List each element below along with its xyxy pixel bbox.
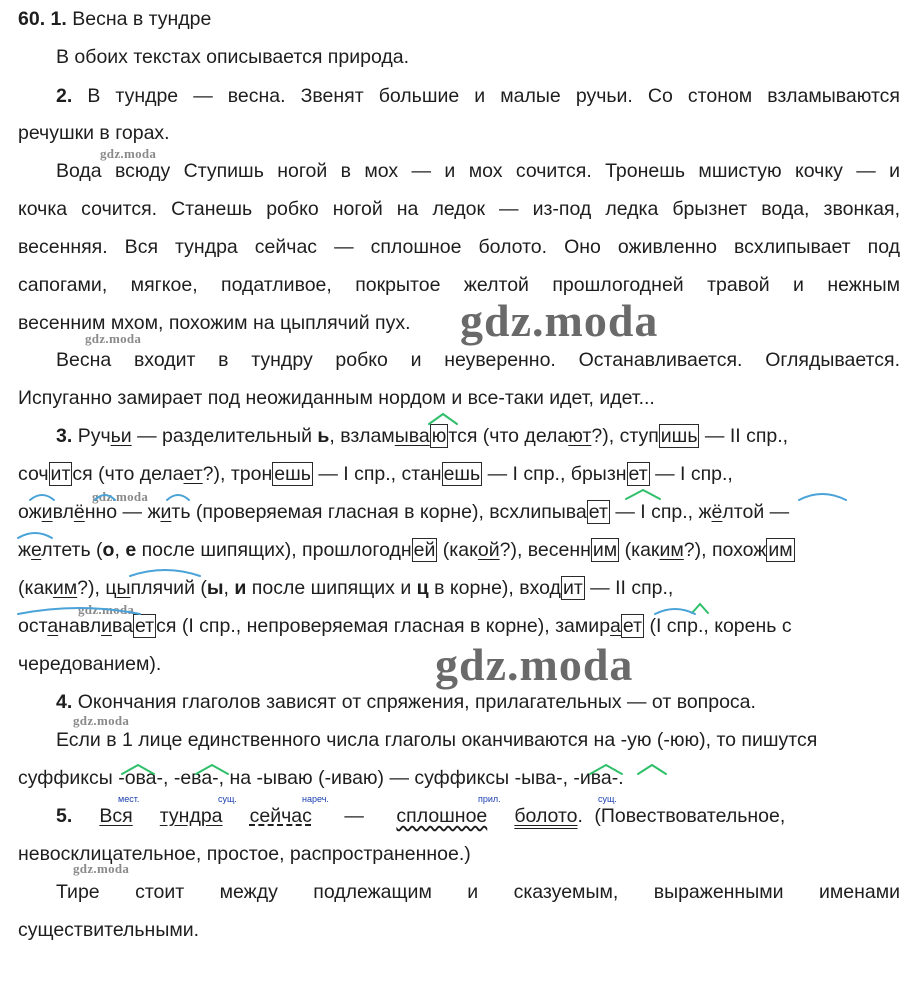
section-3-line-7: чередованием). <box>18 653 162 675</box>
ending-box: ешь <box>274 463 311 485</box>
watermark-small: gdz.moda <box>78 602 135 617</box>
section-2-line-9: Испуганно замирает под неожиданным нордом и все-таки идет, идет... <box>18 387 655 409</box>
text-span: ?), ступ <box>591 425 659 447</box>
section-1-heading <box>18 7 900 31</box>
text-span: и <box>234 577 247 599</box>
section-2-line-1 <box>56 84 900 108</box>
section-2-line-5: весенняя. Вся тундра сейчас — сплошное болото. Оно оживленно всхлипывает под <box>18 236 900 258</box>
section-3-line-6 <box>18 614 900 638</box>
text-span: им <box>659 539 684 561</box>
section-3-line-2 <box>18 462 900 486</box>
ending-box: ишь <box>660 425 698 447</box>
text-span: ть (проверяемая гласная в корне), всхлипыва <box>171 501 587 523</box>
ending-box: ет <box>588 501 608 523</box>
text-span: навл <box>58 615 102 637</box>
attribute-word: сплошное <box>396 805 488 827</box>
section-3-line-1 <box>56 424 900 448</box>
watermark-small: gdz.moda <box>73 713 130 728</box>
ending-box: ю <box>431 425 447 447</box>
text-span: ва <box>111 615 133 637</box>
text-span: ц <box>416 577 429 599</box>
text-span: а <box>47 615 59 637</box>
pos-tag: нареч. <box>302 794 329 804</box>
ending-box: ешь <box>443 463 481 485</box>
text-span: е <box>125 539 137 561</box>
section-3-line-5 <box>18 576 900 600</box>
pos-tag: прил. <box>478 794 501 804</box>
watermark-small: gdz.moda <box>73 861 130 876</box>
text-span: лтеть ( <box>41 539 103 561</box>
suffix-mark <box>692 604 708 613</box>
item-number: 3. <box>56 425 73 447</box>
text-span: и <box>101 615 112 637</box>
text-span: лтой — <box>722 501 790 523</box>
ending-box: им <box>592 539 618 561</box>
text-span: нно — ж <box>84 501 161 523</box>
text-span: плячий ( <box>130 577 207 599</box>
text-span: (как <box>437 539 478 561</box>
item-number: 2. <box>56 85 73 107</box>
predicate-word: болото <box>514 805 578 827</box>
section-5-line-2: невосклицательное, простое, распространенное.) <box>18 843 471 865</box>
section-4-line-3: суффиксы -ова-, -ева-, на -ываю (-иваю) — суффиксы -ыва-, -ива-. <box>18 767 624 789</box>
text-span: им <box>52 577 78 599</box>
text-span: ы <box>116 577 131 599</box>
text-span: вл <box>52 501 74 523</box>
text-span: (что дела <box>477 425 569 447</box>
text-span: ет <box>183 463 203 485</box>
section-4-line-2: Если в 1 лице единственного числа глаголы оканчиваются на -ую (-юю), то пишутся <box>56 729 818 751</box>
task-number: 60. <box>18 8 46 30</box>
subject-word: тундра <box>159 805 223 827</box>
ending-box: ет <box>622 615 643 637</box>
text-span: — I спр., брызн <box>482 463 627 485</box>
text-span: ост <box>18 615 48 637</box>
watermark-big: gdz.moda <box>460 295 659 346</box>
text-span: ?), трон <box>202 463 273 485</box>
text-span: ё <box>711 501 723 523</box>
pos-tag: мест. <box>118 794 140 804</box>
text-span: тся <box>448 425 478 447</box>
text-span: ?), весенн <box>499 539 591 561</box>
section-3-line-3 <box>18 500 900 524</box>
section-5-line-4: существительными. <box>18 919 200 941</box>
section-2-line-6: сапогами, мягкое, податливое, покрытое желтой прошлогодней травой и нежным <box>18 274 900 296</box>
section-2-line-4: кочка сочится. Станешь робко ногой на ледок — из-под ледка брызнет вода, звонкая, <box>18 198 900 220</box>
ending-box: ей <box>413 539 436 561</box>
ending-box: ет <box>628 463 648 485</box>
section-1-answer: В обоих текстах описывается природа. <box>56 46 410 68</box>
watermark-small: gdz.moda <box>85 331 142 346</box>
item-number: 5. <box>56 805 73 827</box>
adverbial-word: сейчас <box>249 805 312 827</box>
section-2-line-3: Вода всюду Ступишь ногой в мох — и мох сочится. Тронешь мшистую кочку — и <box>56 160 900 182</box>
text-span: после шипящих), прошлогодн <box>136 539 412 561</box>
text-span: ы <box>206 577 224 599</box>
ending-box: ет <box>134 615 155 637</box>
section-2-line-2: речушки в горах. <box>18 122 170 144</box>
text-span: и <box>41 501 53 523</box>
section-4-line-1 <box>56 690 900 714</box>
text-span: — II спр., <box>584 577 674 599</box>
text-span: — I спр., <box>649 463 733 485</box>
text-span: и <box>160 501 172 523</box>
section-5-line-1 <box>56 804 900 828</box>
text-span: , <box>114 539 126 561</box>
text-span: — II спр., <box>699 425 789 447</box>
text-span: (как <box>18 577 53 599</box>
suffix-mark <box>626 490 660 499</box>
text-span: (I спр., корень с <box>644 615 792 637</box>
text-span: в корне), вход <box>428 577 561 599</box>
text-span: е <box>31 539 42 561</box>
text-span: . (Повествовательное, <box>577 805 786 827</box>
section-2-line-7: весенним мхом, похожим на цыплячий пух. <box>18 312 411 334</box>
text-span: , <box>223 577 235 599</box>
pos-tag: сущ. <box>218 794 237 804</box>
text-span: ож <box>18 501 42 523</box>
text-span: ся (что дела <box>72 463 184 485</box>
subject-modifier: Вся <box>99 805 133 827</box>
text-span: ют <box>568 425 592 447</box>
text-span: соч <box>18 463 49 485</box>
text-span: ё <box>73 501 85 523</box>
section-2-line-8: Весна входит в тундру робко и неуверенно. Останавливается. Оглядывается. <box>56 349 900 371</box>
item-number: 4. <box>56 691 73 713</box>
dash-text: — <box>344 805 364 827</box>
text-span: ь <box>317 425 330 447</box>
text-span: о <box>102 539 115 561</box>
text-span: ыва <box>394 425 430 447</box>
text-span: , взлам <box>329 425 395 447</box>
watermark-small: gdz.moda <box>100 146 157 161</box>
text-span: ?), ц <box>77 577 117 599</box>
text-span: ж <box>18 539 32 561</box>
item-number: 1. <box>50 8 67 30</box>
section-3-line-4 <box>18 538 900 562</box>
text-span: — I спр., ж <box>609 501 712 523</box>
text-span: В тундре — весна. Звенят большие и малые ручьи. Со стоном взламываются <box>87 85 900 107</box>
ending-box: ит <box>50 463 71 485</box>
text-span: — разделительный <box>131 425 318 447</box>
text-span: ?), похож <box>683 539 767 561</box>
section-5-line-3: Тире стоит между подлежащим и сказуемым, выраженными именами <box>56 881 900 903</box>
text-span: ьи <box>110 425 132 447</box>
suffix-mark <box>429 414 457 424</box>
text-span: (как <box>619 539 660 561</box>
watermark-small: gdz.moda <box>92 489 149 504</box>
pos-tag: сущ. <box>598 794 617 804</box>
text-span: ся (I спр., непроверяемая гласная в корне), замир <box>156 615 611 637</box>
text-span: Окончания глаголов зависят от спряжения, прилагательных — от вопроса. <box>77 691 756 713</box>
text-span: — I спр., стан <box>312 463 442 485</box>
section-title: Весна в тундре <box>72 8 212 30</box>
watermark-big: gdz.moda <box>435 639 634 690</box>
ending-box: ит <box>562 577 583 599</box>
text-span: а <box>610 615 621 637</box>
text-span: после шипящих и <box>246 577 417 599</box>
ending-box: им <box>768 539 793 561</box>
text-span: Руч <box>77 425 111 447</box>
text-span: ой <box>477 539 500 561</box>
